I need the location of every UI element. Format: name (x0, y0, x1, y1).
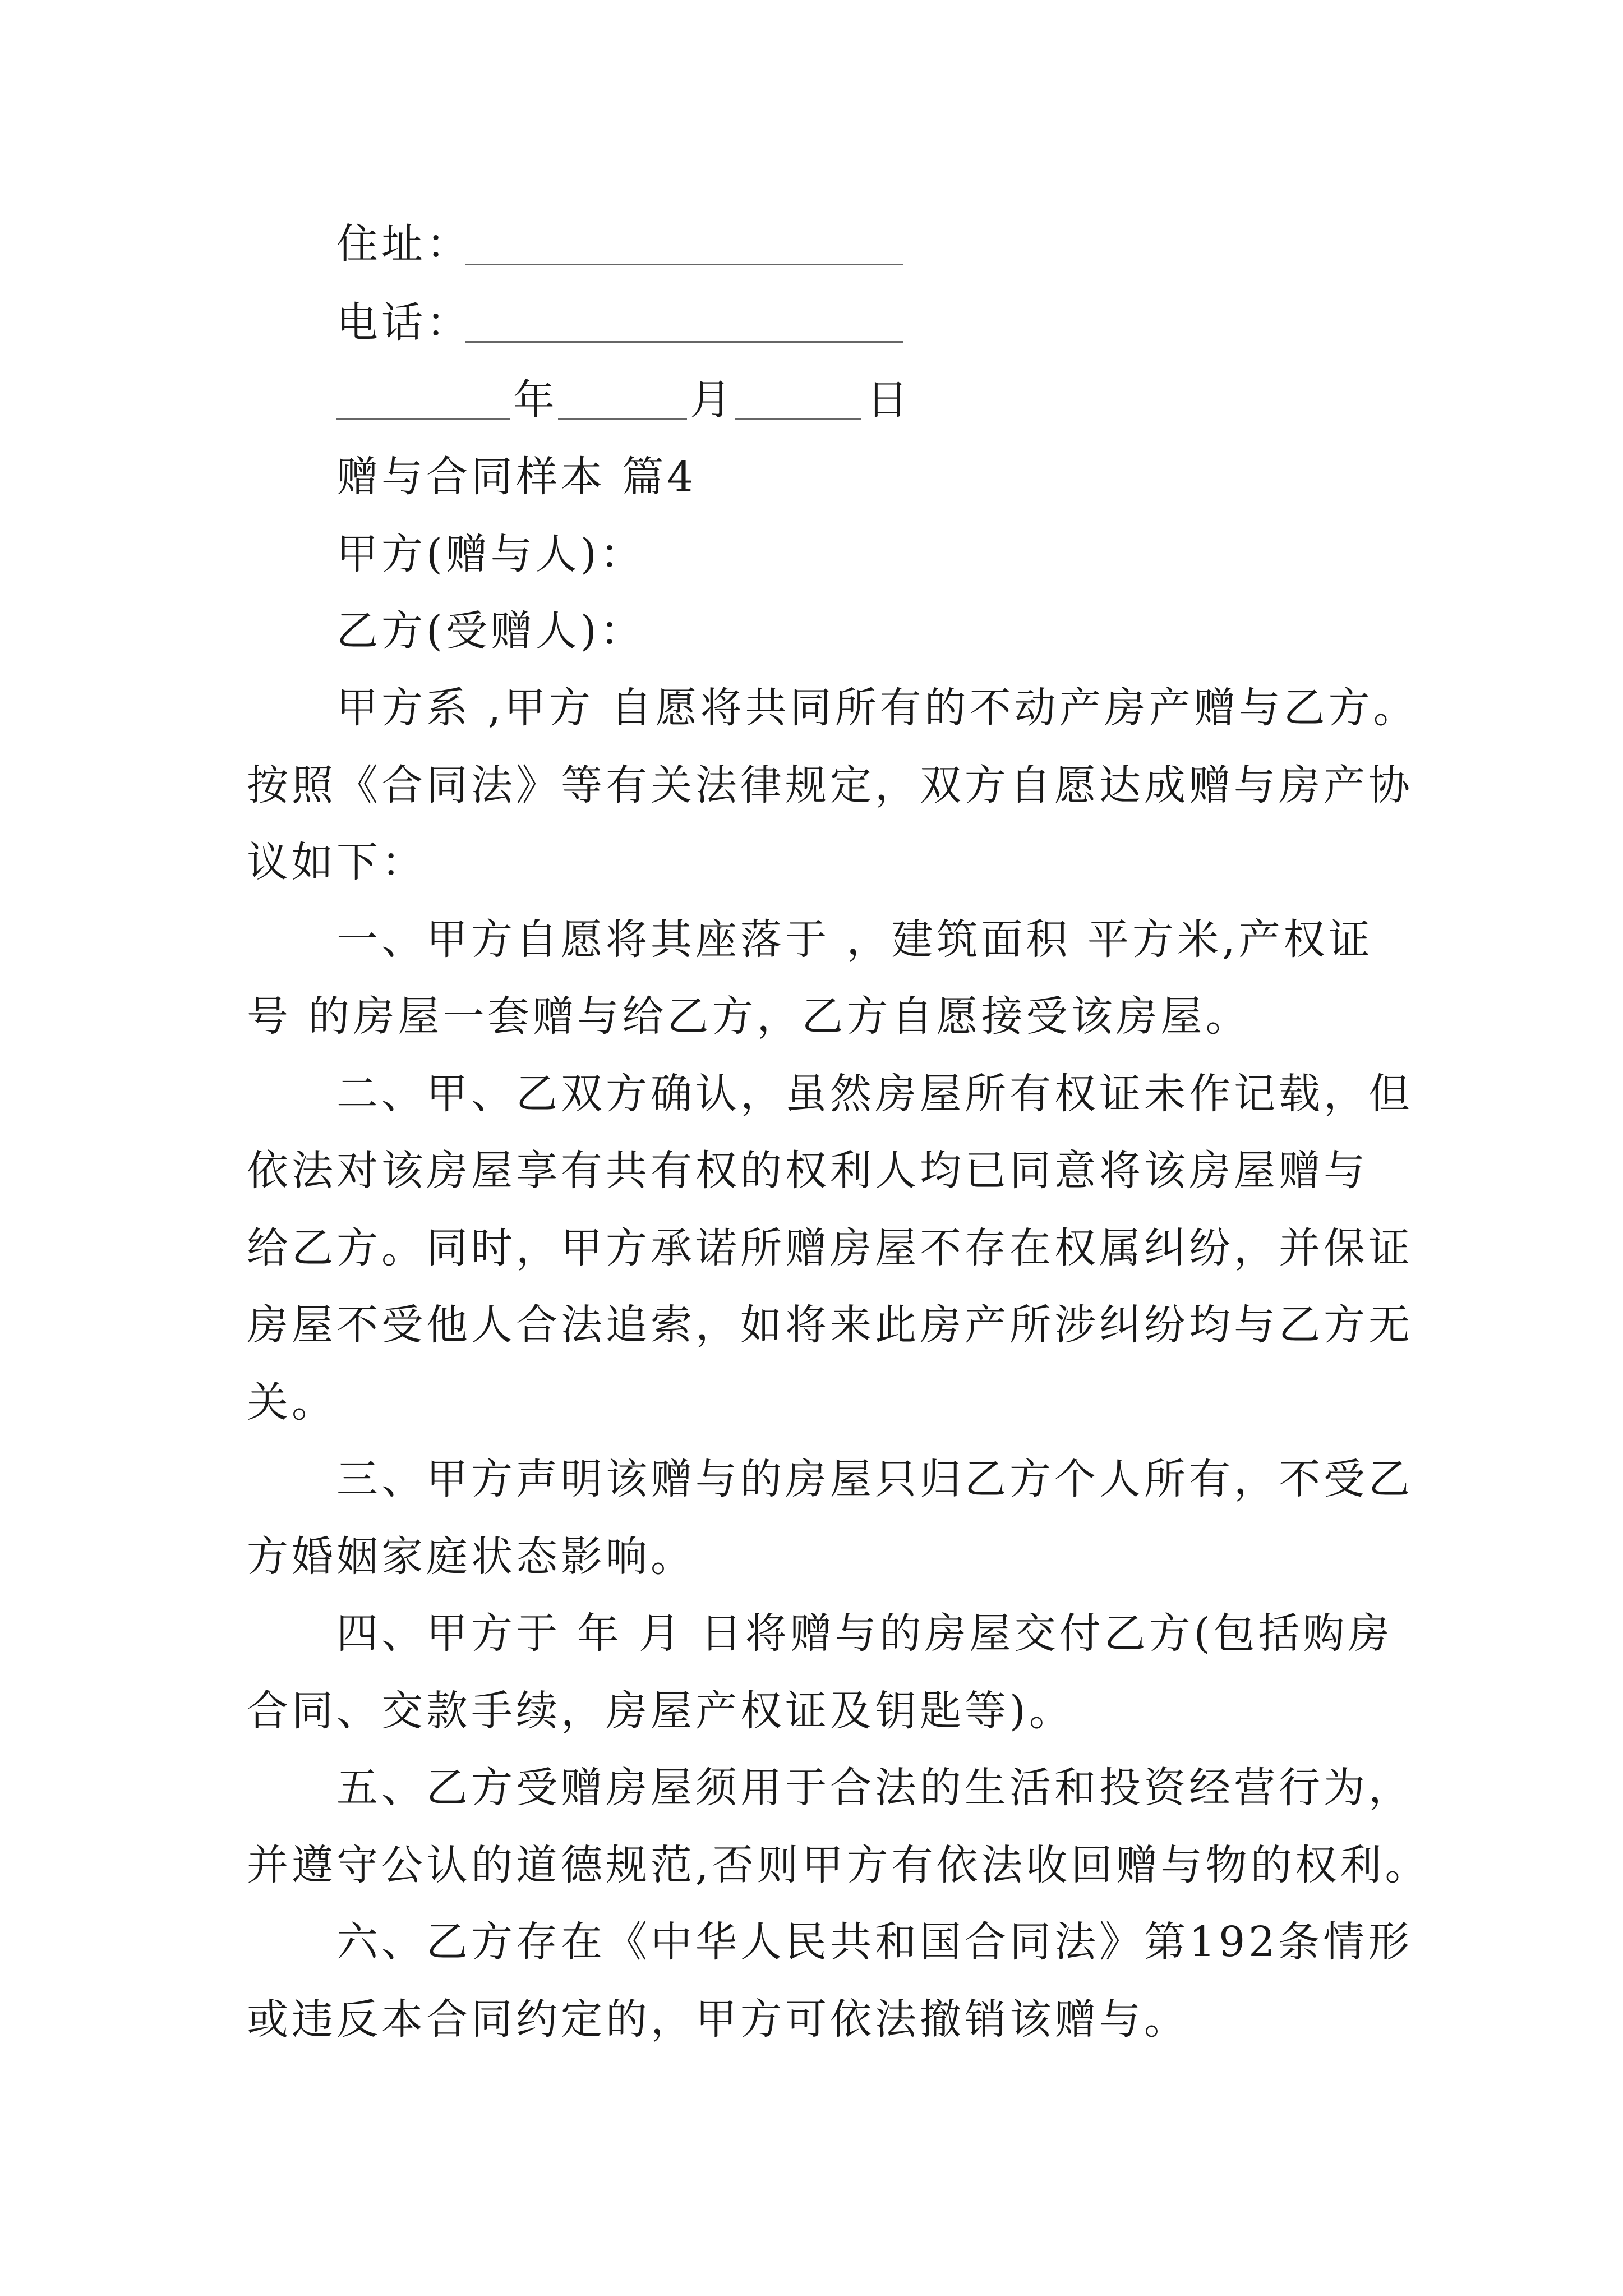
date-month-blank (558, 418, 687, 420)
paragraph-line: 房屋不受他人合法追索，如将来此房产所涉纠纷均与乙方无 (247, 1301, 1413, 1349)
section-title: 赠与合同样本 篇4 (336, 453, 697, 501)
paragraph-line: 四、甲方于 年 月 日将赠与的房屋交付乙方(包括购房 (336, 1609, 1393, 1658)
paragraph-line: 五、乙方受赠房屋须用于合法的生活和投资经营行为， (336, 1764, 1413, 1812)
paragraph-line: 议如下： (247, 838, 426, 886)
paragraph-line: 一、甲方自愿将其座落于 ，建筑面积 平方米,产权证 (336, 915, 1373, 964)
paragraph-line: 并遵守公认的道德规范,否则甲方有依法收回赠与物的权利。 (247, 1841, 1430, 1889)
paragraph-line: 二、甲、乙双方确认，虽然房屋所有权证未作记载，但 (336, 1070, 1413, 1118)
date-day-blank (735, 418, 861, 420)
paragraph-line: 合同、交款手续，房屋产权证及钥匙等)。 (247, 1687, 1074, 1735)
date-year-label: 年 (513, 376, 558, 424)
paragraph-line: 关。 (247, 1378, 336, 1427)
paragraph-line: 或违反本合同约定的，甲方可依法撤销该赠与。 (247, 1995, 1189, 2044)
paragraph-line: 依法对该房屋享有共有权的权利人均已同意将该房屋赠与 (247, 1147, 1368, 1195)
paragraph-line: 三、甲方声明该赠与的房屋只归乙方个人所有，不受乙 (336, 1455, 1413, 1503)
address-blank (465, 264, 903, 265)
phone-row (336, 295, 471, 351)
party-b-label: 乙方(受赠人)： (336, 607, 645, 655)
address-row (336, 216, 471, 272)
address-label: 住址： (336, 220, 471, 268)
paragraph-line: 给乙方。同时，甲方承诺所赠房屋不存在权属纠纷，并保证 (247, 1224, 1413, 1272)
phone-blank (465, 341, 903, 343)
date-day-label: 日 (866, 376, 911, 424)
paragraph-line: 六、乙方存在《中华人民共和国合同法》第192条情形 (336, 1918, 1413, 1966)
paragraph-line: 方婚姻家庭状态影响。 (247, 1533, 695, 1581)
date-year-blank (336, 418, 510, 420)
paragraph-line: 号 的房屋一套赠与给乙方，乙方自愿接受该房屋。 (247, 992, 1251, 1041)
date-month-label: 月 (690, 376, 735, 424)
paragraph-line: 按照《合同法》等有关法律规定，双方自愿达成赠与房产协 (247, 761, 1413, 809)
paragraph-line: 甲方系 ,甲方 自愿将共同所有的不动产房产赠与乙方。 (336, 684, 1418, 732)
phone-label: 电话： (336, 298, 471, 347)
party-a-label: 甲方(赠与人)： (336, 530, 645, 578)
